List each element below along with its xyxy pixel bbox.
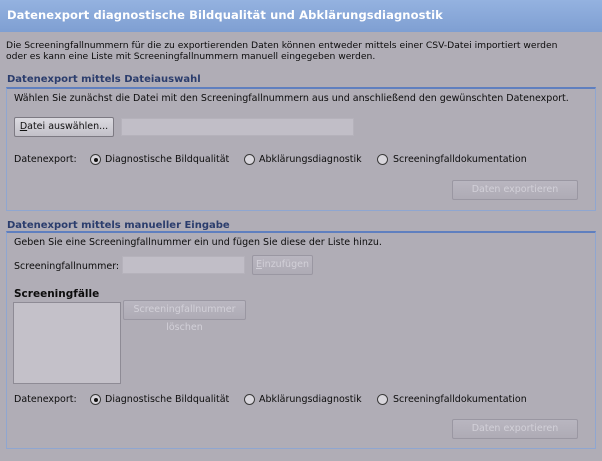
- screeningfaelle-list[interactable]: [13, 302, 121, 384]
- manual-section-title: Datenexport mittels manueller Eingabe: [7, 220, 230, 231]
- remove-screeningnumber-button[interactable]: Screeningfallnummer löschen: [123, 300, 246, 320]
- intro-line-2: oder es kann eine Liste mit Screeningfallnummern manuell eingegeben werden.: [6, 51, 376, 62]
- file-option-abklaerung-label: Abklärungsdiagnostik: [259, 154, 362, 165]
- file-section-title: Datenexport mittels Dateiauswahl: [7, 74, 201, 85]
- file-section-hint: Wählen Sie zunächst die Datei mit den Screeningfallnummern aus und anschließend den gewünschten Datenexport.: [14, 93, 569, 104]
- manual-option-bildqualitaet-label: Diagnostische Bildqualität: [105, 394, 230, 405]
- add-button[interactable]: [252, 255, 313, 275]
- manual-radio-dokumentation[interactable]: [377, 394, 388, 405]
- manual-export-label: Datenexport:: [14, 394, 77, 405]
- add-button-mnemonic: E: [256, 259, 263, 270]
- file-radio-dokumentation[interactable]: [377, 154, 388, 165]
- intro-text: [6, 40, 600, 62]
- file-option-dokumentation-label: Screeningfalldokumentation: [393, 154, 527, 165]
- screeningnumber-input[interactable]: [122, 256, 245, 274]
- manual-create-export-button[interactable]: Daten exportieren: [452, 419, 578, 439]
- screeningfaelle-title: Screeningfälle: [14, 288, 100, 300]
- file-radio-bildqualitaet[interactable]: [90, 154, 101, 165]
- window-titlebar: [0, 0, 602, 32]
- file-create-export-button[interactable]: Daten exportieren: [452, 180, 578, 200]
- choose-file-mnemonic: D: [19, 121, 28, 132]
- manual-option-dokumentation-label: Screeningfalldokumentation: [393, 394, 527, 405]
- manual-radio-bildqualitaet[interactable]: [90, 394, 101, 405]
- intro-line-1: Die Screeningfallnummern für die zu exportierenden Daten können entweder mittels einer CSV-Datei importiert werden: [6, 40, 558, 51]
- choose-file-button[interactable]: [14, 117, 114, 137]
- window-title: Datenexport diagnostische Bildqualität und Abklärungsdiagnostik: [7, 8, 443, 22]
- file-export-label: Datenexport:: [14, 154, 77, 165]
- manual-option-abklaerung-label: Abklärungsdiagnostik: [259, 394, 362, 405]
- add-button-label: inzufügen: [262, 259, 309, 270]
- choose-file-label: atei auswählen...: [27, 121, 109, 132]
- manual-section-hint: Geben Sie eine Screeningfallnummer ein und fügen Sie diese der Liste hinzu.: [14, 237, 382, 248]
- file-radio-abklaerung[interactable]: [244, 154, 255, 165]
- file-option-bildqualitaet-label: Diagnostische Bildqualität: [105, 154, 230, 165]
- screeningnumber-label: Screeningfallnummer:: [14, 261, 120, 272]
- file-path-field[interactable]: [121, 118, 354, 136]
- manual-radio-abklaerung[interactable]: [244, 394, 255, 405]
